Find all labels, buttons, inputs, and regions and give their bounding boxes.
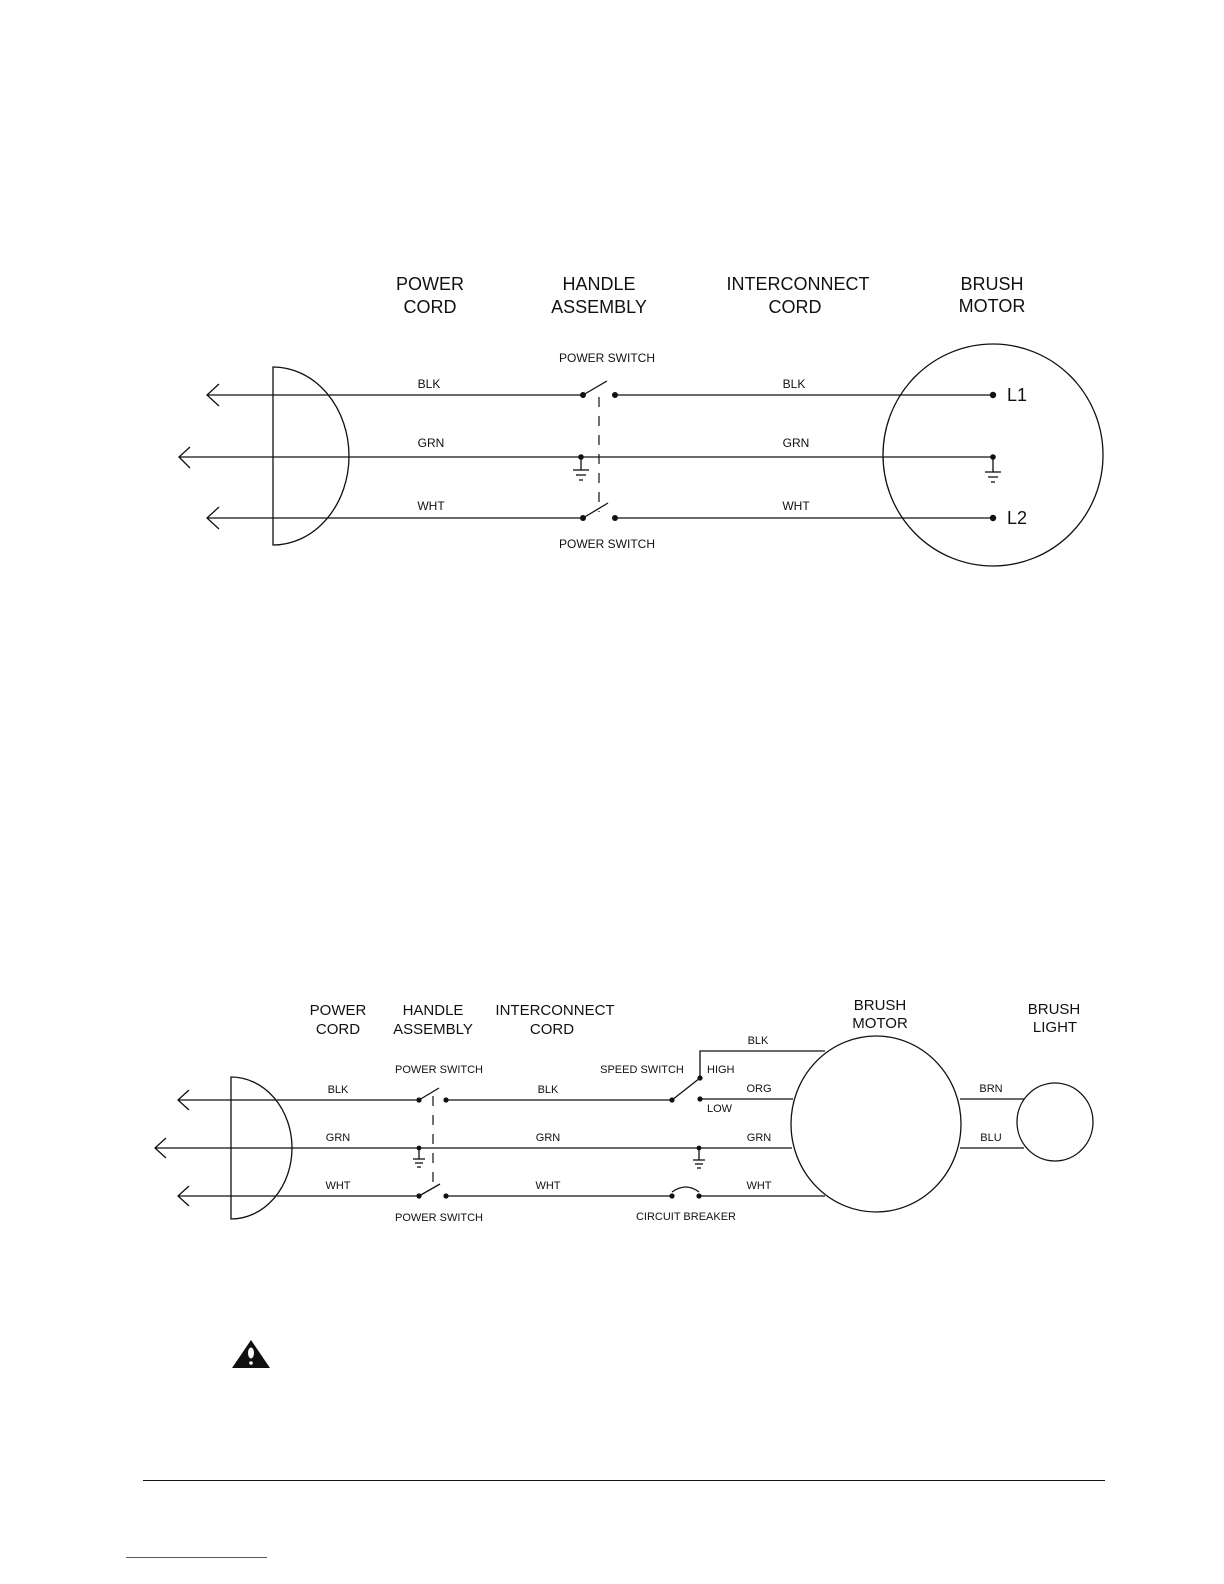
d1-node-wht-2 xyxy=(612,515,618,521)
d2-header-interconnect-line1: INTERCONNECT xyxy=(495,1002,615,1019)
d2-low-label: LOW xyxy=(707,1103,733,1115)
diagram-2 xyxy=(155,997,1093,1224)
d2-node-blk-2 xyxy=(443,1097,448,1102)
d1-power-switch-bottom-label: POWER SWITCH xyxy=(559,537,655,551)
d2-label-motor-blk: BLK xyxy=(747,1035,769,1047)
diagram-1 xyxy=(179,274,1103,566)
d2-header-power-cord-line1: POWER xyxy=(309,1002,367,1019)
d1-switch-wht-blade xyxy=(583,503,608,518)
d2-label-blk-left: BLK xyxy=(327,1084,349,1096)
d2-label-brn: BRN xyxy=(979,1083,1003,1095)
d2-label-motor-grn: GRN xyxy=(746,1132,772,1144)
d1-header-handle-line1: HANDLE xyxy=(562,274,636,294)
d2-node-wht-1 xyxy=(416,1193,421,1198)
d2-switch-blk-blade xyxy=(419,1088,439,1100)
d1-node-l2 xyxy=(990,515,996,521)
d2-speed-switch-label: SPEED SWITCH xyxy=(600,1064,684,1076)
d1-label-grn-left: GRN xyxy=(417,436,445,450)
d2-circuit-breaker-label: CIRCUIT BREAKER xyxy=(635,1211,737,1223)
d2-label-blk-mid: BLK xyxy=(537,1084,559,1096)
d1-label-grn-right: GRN xyxy=(782,436,810,450)
d1-label-blk-right: BLK xyxy=(782,377,806,391)
d1-header-brush-motor-line2: MOTOR xyxy=(958,296,1026,316)
d2-header-interconnect-line2: CORD xyxy=(529,1021,575,1038)
d2-brush-motor-circle xyxy=(791,1036,961,1212)
d2-header-power-cord-line2: CORD xyxy=(315,1021,361,1038)
d2-label-motor-org: ORG xyxy=(746,1083,772,1095)
d1-ground-icon-1 xyxy=(573,457,589,480)
d2-ground-icon-2 xyxy=(693,1148,705,1168)
d1-header-handle-line2: ASSEMBLY xyxy=(551,297,647,317)
d1-header-interconnect-line2: CORD xyxy=(768,297,822,317)
d2-speed-switch-blade xyxy=(672,1078,700,1100)
d1-label-wht-left: WHT xyxy=(417,499,445,513)
d1-power-switch-top-label: POWER SWITCH xyxy=(559,351,655,365)
d1-node-blk-2 xyxy=(612,392,618,398)
d1-header-power-cord-line2: CORD xyxy=(403,297,457,317)
d2-header-brush-motor-line2: MOTOR xyxy=(852,1015,908,1032)
d2-header-handle-line1: HANDLE xyxy=(402,1002,464,1019)
d1-node-wht-1 xyxy=(580,515,586,521)
d2-ground-icon-1 xyxy=(413,1148,425,1167)
d2-node-wht-2 xyxy=(443,1193,448,1198)
d1-header-power-cord-line1: POWER xyxy=(395,274,465,294)
d2-brush-light-circle xyxy=(1017,1083,1093,1161)
d2-label-blu: BLU xyxy=(980,1132,1002,1144)
d2-node-blk-1 xyxy=(416,1097,421,1102)
d2-label-grn-left: GRN xyxy=(325,1132,351,1144)
d1-node-l1 xyxy=(990,392,996,398)
d2-high-label: HIGH xyxy=(707,1064,735,1076)
footer-link-underline xyxy=(126,1557,267,1558)
d2-power-switch-bottom-label: POWER SWITCH xyxy=(395,1212,483,1224)
d1-label-blk-left: BLK xyxy=(417,377,441,391)
d1-node-blk-1 xyxy=(580,392,586,398)
footer-rule xyxy=(143,1480,1105,1481)
d1-ground-icon-2 xyxy=(985,457,1001,482)
d1-terminal-l1: L1 xyxy=(1007,385,1028,405)
d1-header-brush-motor-line1: BRUSH xyxy=(960,274,1024,294)
d2-label-wht-mid: WHT xyxy=(535,1180,561,1192)
d1-header-interconnect-line1: INTERCONNECT xyxy=(726,274,870,294)
d1-label-wht-right: WHT xyxy=(782,499,810,513)
d2-node-cb-1 xyxy=(669,1193,674,1198)
d2-label-grn-mid: GRN xyxy=(535,1132,561,1144)
d2-header-handle-line2: ASSEMBLY xyxy=(393,1021,473,1038)
warning-triangle-icon xyxy=(232,1340,270,1368)
d2-header-brush-motor-line1: BRUSH xyxy=(853,997,907,1014)
d1-switch-blk-blade xyxy=(583,381,607,395)
d1-terminal-l2: L2 xyxy=(1007,508,1028,528)
d2-power-switch-top-label: POWER SWITCH xyxy=(395,1064,483,1076)
d2-header-brush-light-line2: LIGHT xyxy=(1032,1019,1078,1036)
d2-switch-wht-blade xyxy=(419,1184,440,1196)
d2-label-wht-left: WHT xyxy=(325,1180,351,1192)
d2-circuit-breaker-arc xyxy=(672,1187,699,1192)
d2-label-motor-wht: WHT xyxy=(746,1180,772,1192)
d2-header-brush-light-line1: BRUSH xyxy=(1027,1001,1081,1018)
